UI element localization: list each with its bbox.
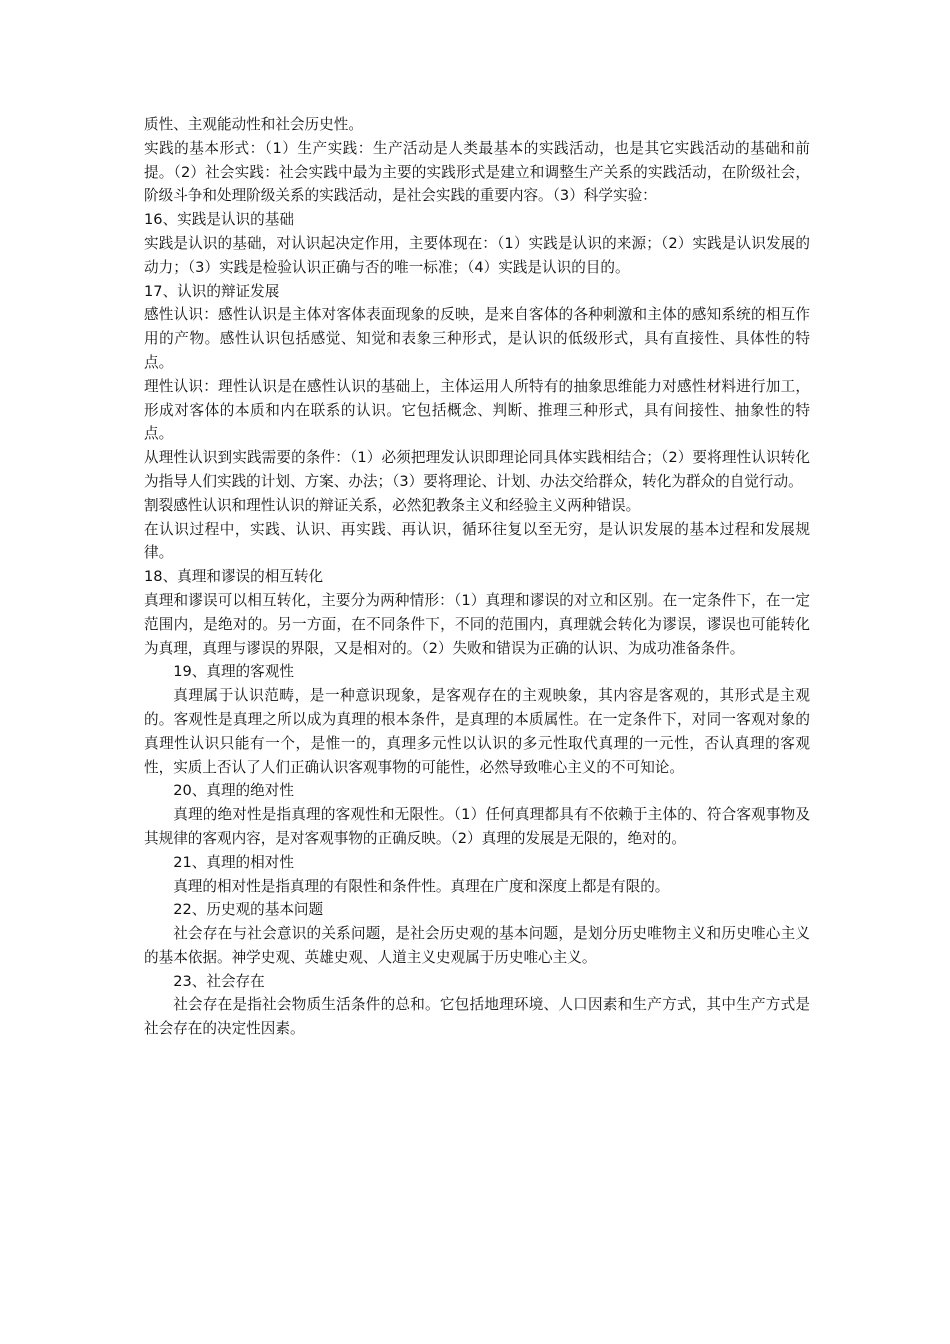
section-heading: 23、社会存在	[173, 972, 265, 990]
body-paragraph: 从理性认识到实践需要的条件：（1）必须把理发认识即理论同具体实践相结合；（2）要将理性认识转化为指导人们实践的计划、方案、办法；（3）要将理论、计划、办法交给群众，转化为群众的自觉行动。	[144, 449, 810, 490]
body-paragraph: 在认识过程中，实践、认识、再实践、再认识，循环往复以至无穷，是认识发展的基本过程和发展规律。	[144, 520, 810, 562]
body-paragraph: 理性认识：理性认识是在感性认识的基础上，主体运用人所特有的抽象思维能力对感性材料进行加工，形成对客体的本质和内在联系的认识。它包括概念、判断、推理三种形式，具有间接性、抽象性的特点。	[144, 377, 810, 443]
body-paragraph: 实践的基本形式：（1）生产实践：生产活动是人类最基本的实践活动，也是其它实践活动的基础和前提。（2）社会实践：社会实践中最为主要的实践形式是建立和调整生产关系的实践活动，在阶级社会，阶级斗争和处理阶级关系的实践活动，是社会实践的重要内容。（3）科学实验：	[144, 139, 810, 205]
section-heading: 19、真理的客观性	[173, 663, 294, 681]
body-paragraph: 质性、主观能动性和社会历史性。	[144, 116, 363, 133]
body-paragraph: 感性认识：感性认识是主体对客体表面现象的反映，是来自客体的各种刺激和主体的感知系统的相互作用的产物。感性认识包括感觉、知觉和表象三种形式，是认识的低级形式，具有直接性、具体性的特点。	[144, 306, 810, 371]
body-paragraph: 真理的相对性是指真理的有限性和条件性。真理在广度和深度上都是有限的。	[173, 877, 670, 895]
body-paragraph: 社会存在与社会意识的关系问题，是社会历史观的基本问题，是划分历史唯物主义和历史唯心主义的基本依据。神学史观、英雄史观、人道主义史观属于历史唯心主义。	[144, 925, 810, 966]
section-heading: 22、历史观的基本问题	[173, 901, 324, 919]
body-paragraph: 割裂感性认识和理性认识的辩证关系，必然犯教条主义和经验主义两种错误。	[144, 496, 641, 514]
section-heading: 18、真理和谬误的相互转化	[144, 568, 324, 586]
document-body	[144, 113, 810, 1041]
body-paragraph: 真理和谬误可以相互转化，主要分为两种情形：（1）真理和谬误的对立和区别。在一定条件下，在一定范围内，是绝对的。另一方面，在不同条件下，不同的范围内，真理就会转化为谬误，谬误也可能转化为真理，真理与谬误的界限，又是相对的。（2）失败和错误为正确的认识、为成功准备条件。	[144, 591, 810, 657]
body-paragraph: 实践是认识的基础，对认识起决定作用，主要体现在：（1）实践是认识的来源；（2）实践是认识发展的动力；（3）实践是检验认识正确与否的唯一标准；（4）实践是认识的目的。	[144, 234, 810, 276]
body-paragraph: 社会存在是指社会物质生活条件的总和。它包括地理环境、人口因素和生产方式，其中生产方式是社会存在的决定性因素。	[144, 996, 810, 1038]
section-heading: 21、真理的相对性	[173, 853, 294, 871]
body-paragraph: 真理的绝对性是指真理的客观性和无限性。（1）任何真理都具有不依赖于主体的、符合客观事物及其规律的客观内容，是对客观事物的正确反映。（2）真理的发展是无限的，绝对的。	[144, 806, 810, 847]
body-paragraph: 真理属于认识范畴，是一种意识现象，是客观存在的主观映象，其内容是客观的，其形式是主观的。客观性是真理之所以成为真理的根本条件，是真理的本质属性。在一定条件下，对同一客观对象的真理性认识只能有一个，是惟一的，真理多元性以认识的多元性取代真理的一元性，否认真理的客观性，实质上否认了人们正确认识客观事物的可能性，必然导致唯心主义的不可知论。	[144, 687, 810, 776]
section-heading: 16、实践是认识的基础	[144, 211, 294, 229]
section-heading: 17、认识的辩证发展	[144, 282, 280, 300]
section-heading: 20、真理的绝对性	[173, 782, 294, 800]
